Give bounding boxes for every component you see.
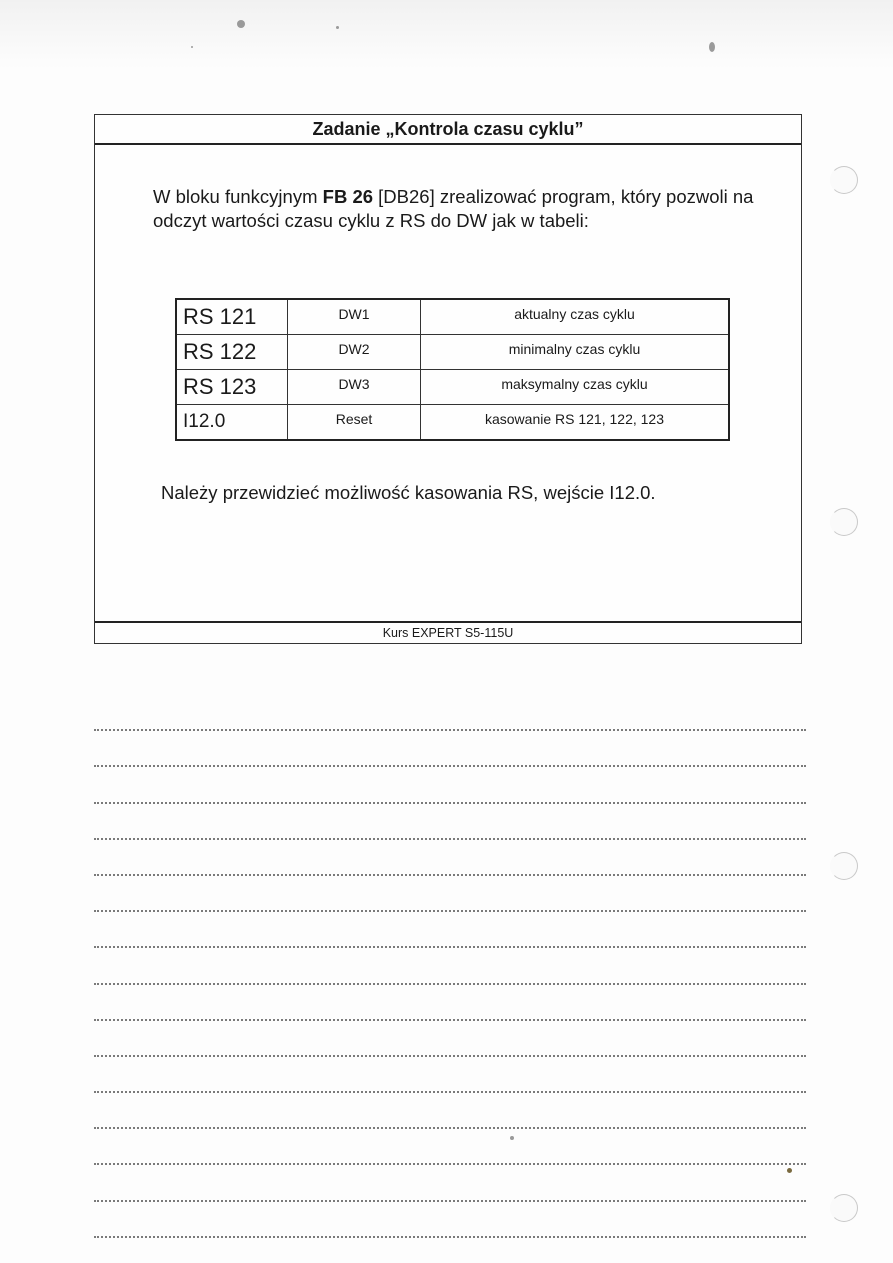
description-cell: minimalny czas cyklu [421,335,730,370]
punch-hole [830,508,858,536]
note-line [94,731,806,767]
intro-text-start: W bloku funkcyjnym [153,186,323,207]
scan-speck [336,26,339,29]
mapping-table [175,298,730,441]
task-slide [94,114,802,644]
notes-area [94,695,806,1238]
reset-note: Należy przewidzieć możliwość kasowania RS, wejście I12.0. [161,482,656,503]
task-description [153,185,773,233]
note-line [94,1129,806,1165]
note-line [94,804,806,840]
table-row [176,335,729,370]
rs-cell: RS 121 [176,299,288,335]
note-line [94,1202,806,1238]
punch-hole [830,1194,858,1222]
dw-cell: DW2 [288,335,421,370]
description-cell: kasowanie RS 121, 122, 123 [421,405,730,441]
scan-top-edge [0,0,893,70]
note-line [94,912,806,948]
intro-block-name: FB 26 [322,186,374,207]
description-cell: maksymalny czas cyklu [421,370,730,405]
punch-hole [830,852,858,880]
scan-speck [709,42,715,52]
note-line [94,985,806,1021]
rs-cell: I12.0 [176,405,288,441]
dw-cell: DW3 [288,370,421,405]
intro-text-end: [DB26] zrealizować program, który pozwoli na odczyt wartości czasu cyklu z RS do DW jak w tabeli: [153,186,754,231]
punch-hole [830,166,858,194]
slide-title: Zadanie „Kontrola czasu cyklu” [95,115,801,145]
table-row [176,370,729,405]
slide-footer: Kurs EXPERT S5-115U [95,621,801,643]
note-line [94,1093,806,1129]
note-line [94,948,806,984]
table-row [176,405,729,441]
dw-cell: DW1 [288,299,421,335]
note-line [94,1165,806,1201]
scan-speck [191,46,193,48]
note-line [94,695,806,731]
note-line [94,1021,806,1057]
rs-cell: RS 123 [176,370,288,405]
table-row [176,299,729,335]
note-line [94,840,806,876]
dw-cell: Reset [288,405,421,441]
description-cell: aktualny czas cyklu [421,299,730,335]
note-line [94,876,806,912]
scan-speck [237,20,245,28]
note-line [94,767,806,803]
note-line [94,1057,806,1093]
rs-cell: RS 122 [176,335,288,370]
